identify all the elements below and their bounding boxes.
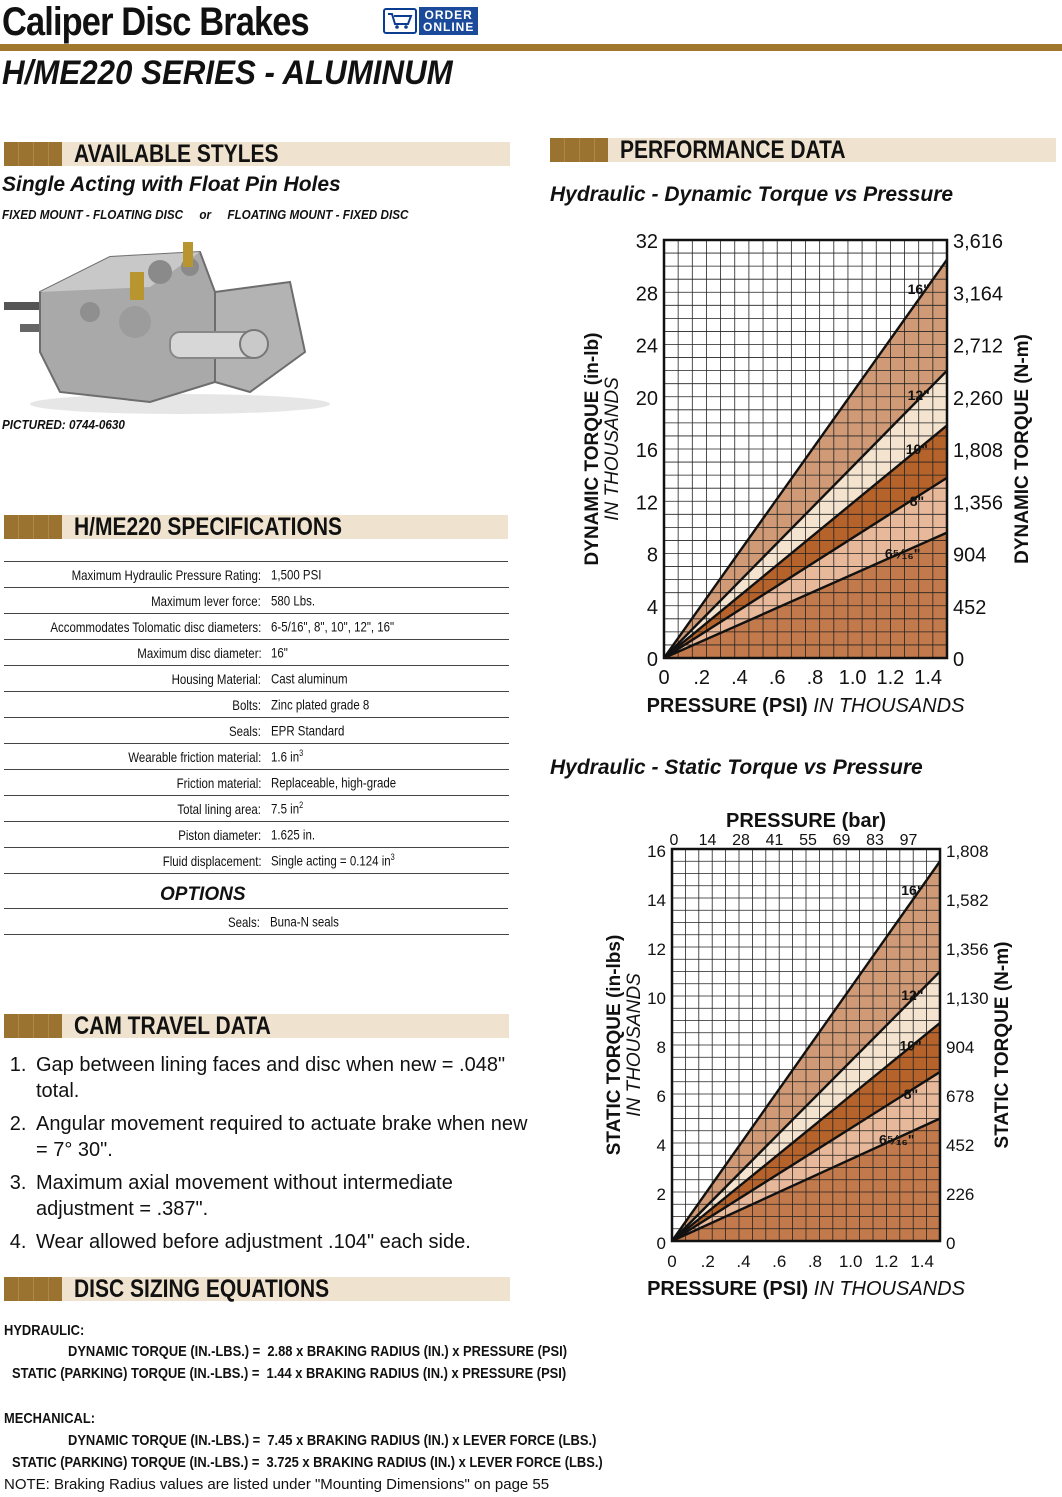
spec-value: 1.6 $in^3$ <box>271 748 304 765</box>
y2-tick-label: 1,356 <box>946 940 989 959</box>
list-item: 2. Angular movement required to actuate brake when new = 7° 30". <box>32 1111 542 1163</box>
table-row <box>4 770 509 796</box>
y2-tick-label: 452 <box>946 1136 975 1155</box>
y-tick-label: 8 <box>646 544 658 567</box>
section-heading: CAM TRAVEL DATA <box>74 1012 271 1040</box>
series-label: 16" <box>907 281 930 298</box>
spec-label: Friction material: <box>176 774 262 791</box>
x-tick-label: .6 <box>768 667 786 689</box>
spec-label: Seals: <box>228 913 260 930</box>
top-tick-label: 28 <box>732 832 750 849</box>
chart-title-static: Hydraulic - Static Torque vs Pressure <box>550 756 923 779</box>
y-tick-label: 12 <box>635 492 658 515</box>
x-tick-label: .6 <box>772 1252 787 1271</box>
spec-value: Buna-N seals <box>270 913 339 930</box>
y-tick-label: 24 <box>635 335 658 358</box>
spec-value: 580 Lbs. <box>271 592 316 609</box>
section-heading: H/ME220 SPECIFICATIONS <box>74 513 342 541</box>
y2-tick-label: 2,712 <box>953 335 1004 358</box>
table-row <box>4 562 509 588</box>
spec-label: Bolts: <box>232 696 262 713</box>
x-axis-label: PRESSURE (PSI) IN THOUSANDS <box>647 1278 965 1300</box>
table-row <box>4 640 509 666</box>
spec-label: Accommodates Tolomatic disc diameters: <box>50 618 262 635</box>
cam-travel-list <box>0 1052 542 1262</box>
series-label: 8" <box>909 492 925 509</box>
spec-label: Seals: <box>229 722 262 739</box>
y-axis-sublabel: IN THOUSANDS <box>602 377 623 521</box>
top-tick-label: 0 <box>669 832 679 849</box>
y-axis-label: STATIC TORQUE (in-lbs) <box>604 934 625 1156</box>
section-heading: AVAILABLE STYLES <box>74 140 279 168</box>
spec-label: Wearable friction material: <box>128 748 262 765</box>
y2-axis-label: STATIC TORQUE (N-m) <box>992 941 1013 1149</box>
table-row <box>4 744 509 770</box>
top-tick-label: 41 <box>765 832 784 849</box>
y-tick-label: 20 <box>635 387 658 410</box>
shopping-cart-icon <box>383 8 417 34</box>
x-tick-label: .8 <box>806 667 824 689</box>
y-axis-label: DYNAMIC TORQUE (in-lb) <box>582 332 603 566</box>
spec-value: Zinc plated grade 8 <box>271 696 370 713</box>
y2-tick-label: 452 <box>953 596 987 619</box>
table-row <box>4 848 509 874</box>
spec-value: Single acting = 0.124 $in^3$ <box>271 852 396 869</box>
table-row <box>4 822 509 848</box>
table-row <box>4 666 509 692</box>
spec-value: 6-5/16", 8", 10", 12", 16" <box>271 618 395 635</box>
spec-value: 1,500 PSI <box>271 566 322 583</box>
y2-tick-label: 904 <box>946 1038 975 1057</box>
y2-tick-label: 3,616 <box>953 231 1004 253</box>
section-available-styles <box>4 142 510 166</box>
section-heading: PERFORMANCE DATA <box>620 136 846 164</box>
spec-label: Maximum lever force: <box>151 592 262 609</box>
y-tick-label: 32 <box>635 231 658 253</box>
section-disc-sizing <box>4 1277 510 1301</box>
spec-label: Fluid displacement: <box>162 852 262 869</box>
series-label: 6⁵⁄₁₆" <box>879 1131 915 1148</box>
y-tick-label: 0 <box>656 1234 666 1253</box>
mechanical-label: MECHANICAL: <box>4 1410 96 1427</box>
table-row <box>4 718 509 744</box>
caliper-photo <box>0 232 330 417</box>
series-label: 16" <box>901 881 924 898</box>
style-name: Single Acting with Float Pin Holes <box>2 173 341 196</box>
x-tick-label: 1.2 <box>874 1252 899 1271</box>
y-tick-label: 28 <box>635 283 658 306</box>
page-title: Caliper Disc Brakes <box>2 0 309 44</box>
y-tick-label: 10 <box>647 989 666 1008</box>
y2-tick-label: 904 <box>953 544 987 567</box>
order-online-label: ORDER ONLINE <box>419 7 478 35</box>
x-tick-label: .4 <box>736 1252 751 1271</box>
spec-label: Maximum Hydraulic Pressure Rating: <box>71 566 262 583</box>
equation-line: DYNAMIC TORQUE (IN.-LBS.) = 2.88 x BRAKING RADIUS (IN.) x PRESSURE (PSI) <box>68 1343 568 1360</box>
spec-value: 1.625 in. <box>271 826 316 843</box>
x-tick-label: 0 <box>658 667 670 689</box>
x-tick-label: 1.2 <box>876 667 905 689</box>
spec-value: EPR Standard <box>271 722 345 739</box>
top-tick-label: 83 <box>866 832 884 849</box>
spec-label: Piston diameter: <box>178 826 262 843</box>
top-tick-label: 69 <box>832 832 851 849</box>
options-table <box>4 909 509 935</box>
table-row <box>4 796 509 822</box>
series-label: 12" <box>901 987 924 1004</box>
y2-tick-label: 678 <box>946 1087 975 1106</box>
specs-table <box>4 562 509 874</box>
x-tick-label: 0 <box>667 1252 677 1271</box>
equation-line: DYNAMIC TORQUE (IN.-LBS.) = 7.45 x BRAKING RADIUS (IN.) x LEVER FORCE (LBS.) <box>68 1432 597 1449</box>
y2-tick-label: 1,808 <box>953 440 1004 462</box>
x-tick-label: .8 <box>807 1252 823 1271</box>
y-tick-label: 8 <box>656 1038 666 1057</box>
table-row <box>4 614 509 640</box>
series-label: 12" <box>907 387 930 404</box>
hydraulic-label: HYDRAULIC: <box>4 1322 85 1339</box>
series-label: 10" <box>899 1037 922 1054</box>
equation-line: STATIC (PARKING) TORQUE (IN.-LBS.) = 1.44 x BRAKING RADIUS (IN.) x PRESSURE (PSI) <box>12 1365 567 1382</box>
y2-tick-label: 2,260 <box>953 387 1004 410</box>
spec-value: 16" <box>271 644 289 661</box>
y-tick-label: 14 <box>647 891 666 910</box>
table-row <box>4 588 509 614</box>
y-tick-label: 16 <box>635 440 658 462</box>
spec-label: Total lining area: <box>177 800 262 817</box>
y-axis-sublabel: IN THOUSANDS <box>624 973 645 1117</box>
top-axis-label: PRESSURE (bar) <box>725 810 887 832</box>
y-tick-label: 12 <box>647 940 666 959</box>
options-heading: OPTIONS <box>160 884 246 905</box>
x-tick-label: .4 <box>731 667 748 689</box>
x-axis-label: PRESSURE (PSI) IN THOUSANDS <box>646 695 965 717</box>
equation-line: STATIC (PARKING) TORQUE (IN.-LBS.) = 3.725 x BRAKING RADIUS (IN.) x LEVER FORCE (LBS.) <box>12 1454 603 1471</box>
y2-tick-label: 0 <box>946 1234 956 1253</box>
y2-axis-label: DYNAMIC TORQUE (N-m) <box>1012 334 1033 564</box>
x-tick-label: .2 <box>693 667 711 689</box>
y-tick-label: 6 <box>656 1087 666 1106</box>
x-tick-label: 1.0 <box>838 1252 863 1271</box>
x-tick-label: 1.0 <box>838 667 867 689</box>
y-tick-label: 4 <box>656 1136 666 1155</box>
y2-tick-label: 1,582 <box>946 891 989 910</box>
braking-radius-note: NOTE: Braking Radius values are listed under "Mounting Dimensions" on page 55 <box>4 1476 550 1493</box>
x-tick-label: .2 <box>700 1252 715 1271</box>
list-item: 3. Maximum axial movement without intermediate adjustment = .387". <box>32 1170 542 1222</box>
section-performance-data <box>550 138 1056 162</box>
dynamic-torque-chart <box>560 222 1060 732</box>
spec-label: Maximum disc diameter: <box>136 644 262 661</box>
series-label: 10" <box>905 440 928 457</box>
y2-tick-label: 0 <box>953 649 965 671</box>
series-label: 8" <box>903 1086 919 1103</box>
y-tick-label: 16 <box>647 842 666 861</box>
y2-tick-label: 1,130 <box>946 989 989 1008</box>
y2-tick-label: 1,356 <box>953 492 1004 515</box>
y2-tick-label: 1,808 <box>946 842 989 861</box>
table-row <box>4 909 509 935</box>
top-tick-label: 97 <box>899 832 918 849</box>
x-tick-label: 1.4 <box>910 1252 934 1271</box>
mount-options: FIXED MOUNT - FLOATING DISC or FLOATING MOUNT - FIXED DISC <box>2 207 409 222</box>
section-cam-travel <box>4 1014 509 1038</box>
y-tick-label: 0 <box>646 649 658 671</box>
chart-title-dynamic: Hydraulic - Dynamic Torque vs Pressure <box>550 183 954 206</box>
section-heading: DISC SIZING EQUATIONS <box>74 1275 330 1303</box>
y-tick-label: 4 <box>646 596 658 619</box>
spec-value: Replaceable, high-grade <box>271 774 397 791</box>
pictured-caption: PICTURED: 0744-0630 <box>2 417 125 432</box>
spec-value: 7.5 $in^2$ <box>271 800 304 817</box>
top-tick-label: 14 <box>698 832 717 849</box>
section-specifications <box>4 515 508 539</box>
static-torque-chart <box>580 795 1060 1310</box>
list-item: 4. Wear allowed before adjustment .104" each side. <box>32 1229 542 1255</box>
header-rule <box>0 44 1062 51</box>
spec-value: Cast aluminum <box>271 670 348 687</box>
x-tick-label: 1.4 <box>914 667 943 689</box>
series-label: 6⁵⁄₁₆" <box>884 545 921 562</box>
y2-tick-label: 3,164 <box>953 283 1004 306</box>
top-tick-label: 55 <box>799 832 817 849</box>
list-item: 1. Gap between lining faces and disc when new = .048" total. <box>32 1052 542 1104</box>
y-tick-label: 2 <box>656 1185 666 1204</box>
spec-label: Housing Material: <box>171 670 262 687</box>
y2-tick-label: 226 <box>946 1185 975 1204</box>
order-online-button[interactable] <box>383 6 496 36</box>
table-row <box>4 692 509 718</box>
page-subtitle: H/ME220 SERIES - ALUMINUM <box>2 54 453 92</box>
